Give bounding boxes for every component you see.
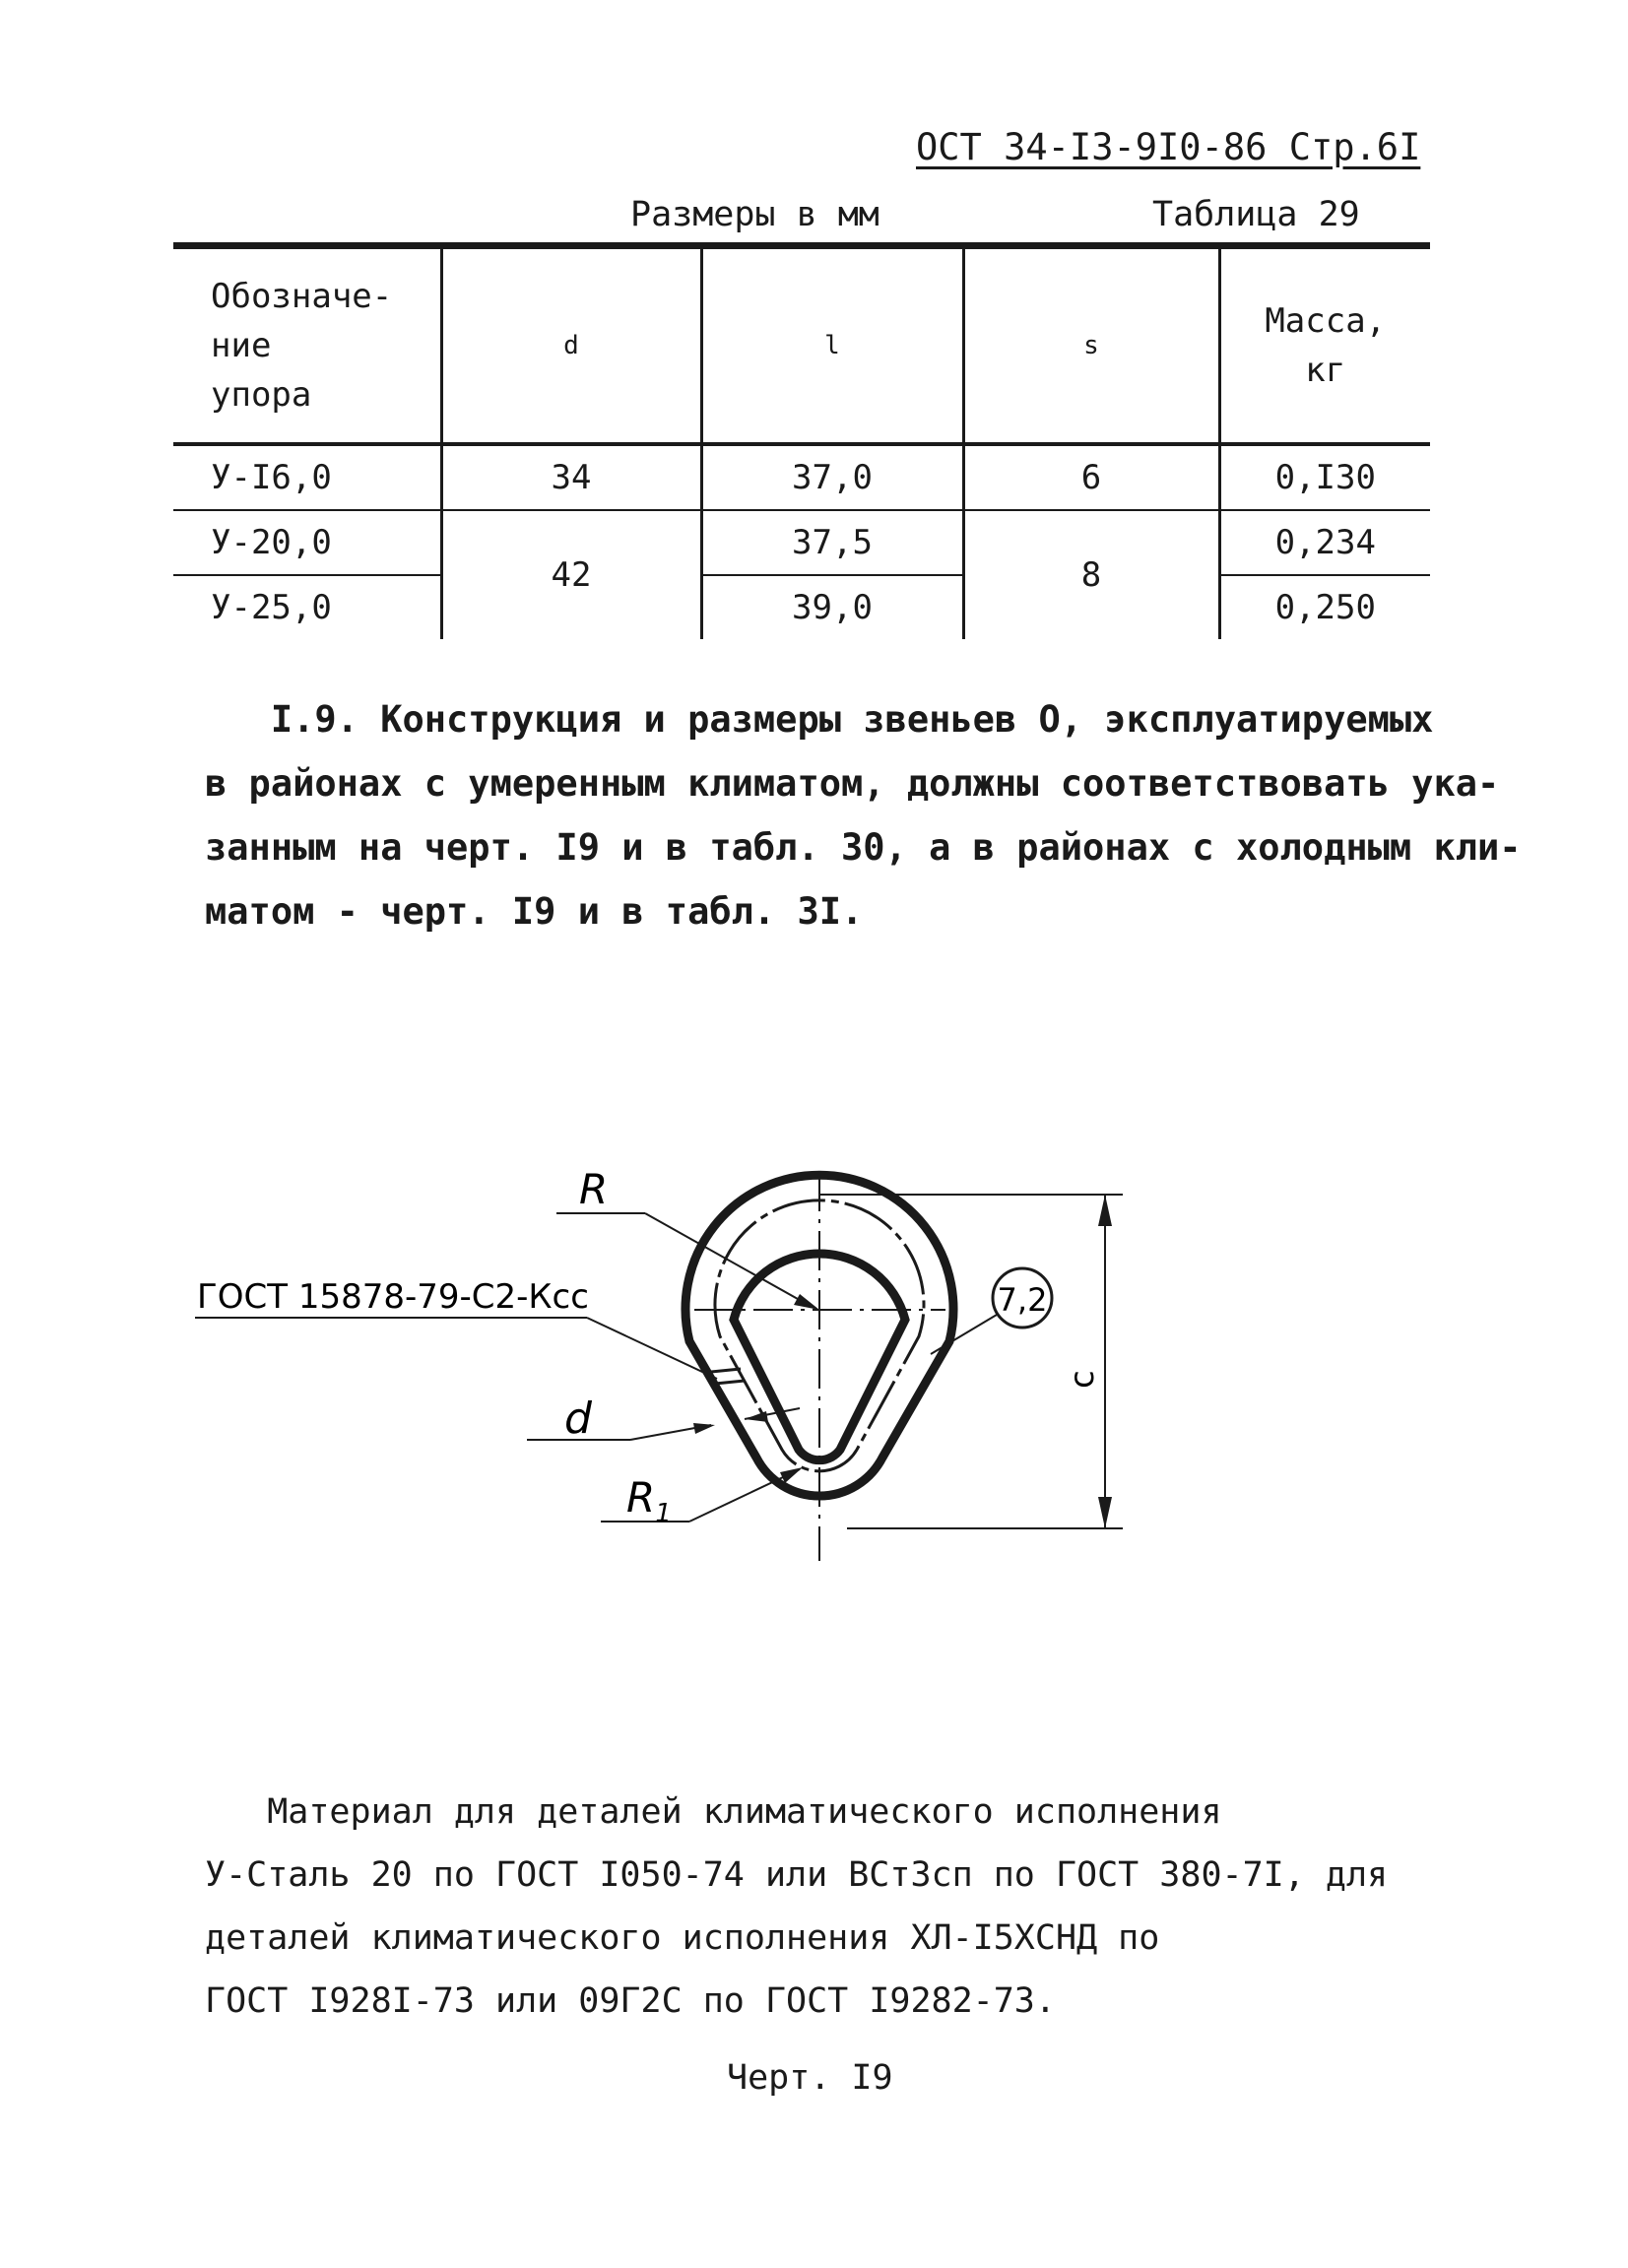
label-r1-subscript: 1 (655, 1499, 672, 1528)
paragraph-line: матом - черт. I9 и в табл. 3I. (205, 890, 864, 933)
dimension-arrow (1098, 1497, 1112, 1528)
figure-caption: Черт. I9 (727, 2058, 893, 2098)
label-r: R (579, 1165, 609, 1213)
cell-l: 37,5 (701, 510, 963, 575)
spec-table (173, 242, 1430, 639)
leader-arrow (794, 1294, 819, 1310)
dimension-arrow (1098, 1195, 1112, 1226)
label-gost-weld: ГОСТ 15878-79-С2-Ксс (197, 1277, 589, 1317)
material-line: У-Сталь 20 по ГОСТ I050-74 или ВСт3сп по ГОСТ 380-7I, для (205, 1855, 1389, 1895)
cell-mass: 0,I30 (1219, 444, 1430, 510)
label-r1-letter: R (626, 1473, 656, 1522)
cell-d: 42 (441, 510, 701, 639)
leader-arrow (780, 1467, 803, 1483)
header-mass-line: Масса, (1265, 301, 1387, 341)
dimensions-caption: Размеры в мм (630, 195, 879, 234)
header-s: s (963, 246, 1219, 445)
header-designation-line: ние (211, 326, 272, 365)
leader-arrow (693, 1423, 715, 1434)
cell-l: 39,0 (701, 575, 963, 639)
header-mass (1219, 246, 1430, 445)
roughness-leader (931, 1315, 997, 1354)
material-line: Материал для деталей климатического исполнения (205, 1792, 1222, 1832)
table-row (173, 575, 1430, 639)
header-mass-line: кг (1305, 351, 1346, 390)
cell-designation: У-20,0 (173, 510, 441, 575)
paragraph-1-9 (205, 687, 1522, 943)
dimension-c-label: c (1063, 1370, 1102, 1389)
outer-contour (685, 1175, 953, 1496)
material-line: деталей климатического исполнения ХЛ-I5ХСНД по (205, 1918, 1160, 1958)
weld-mark (715, 1381, 745, 1384)
header-designation (173, 246, 441, 445)
cell-s: 8 (963, 510, 1219, 639)
cell-mass: 0,250 (1219, 575, 1430, 639)
link-drawing (0, 1142, 1628, 1595)
roughness-value: 7,2 (997, 1281, 1048, 1319)
material-line: ГОСТ I928I-73 или 09Г2С по ГОСТ I9282-73. (205, 1981, 1056, 2021)
cell-l: 37,0 (701, 444, 963, 510)
table-header-row (173, 246, 1430, 445)
material-note (205, 1781, 1388, 2033)
header-designation-line: упора (211, 375, 312, 415)
cell-d: 34 (441, 444, 701, 510)
paragraph-line: I.9. Конструкция и размеры звеньев О, эксплуатируемых (205, 698, 1434, 741)
cell-designation: У-I6,0 (173, 444, 441, 510)
cell-mass: 0,234 (1219, 510, 1430, 575)
label-d: d (564, 1393, 592, 1444)
header-l: l (701, 246, 963, 445)
header-d: d (441, 246, 701, 445)
document-reference: ОСТ 34-I3-9I0-86 Стр.6I (916, 126, 1421, 168)
leader-arrow (745, 1411, 768, 1422)
paragraph-line: в районах с умеренным климатом, должны соответствовать ука- (205, 762, 1500, 805)
table-caption: Таблица 29 (1152, 195, 1360, 234)
table-row (173, 510, 1430, 575)
cell-designation: У-25,0 (211, 588, 332, 627)
cell-s: 6 (963, 444, 1219, 510)
table-row (173, 444, 1430, 510)
header-designation-line: Обозначе- (211, 277, 393, 316)
paragraph-line: занным на черт. I9 и в табл. 30, а в районах с холодным кли- (205, 826, 1522, 869)
label-r1 (626, 1473, 672, 1528)
weld-mark (711, 1369, 741, 1372)
